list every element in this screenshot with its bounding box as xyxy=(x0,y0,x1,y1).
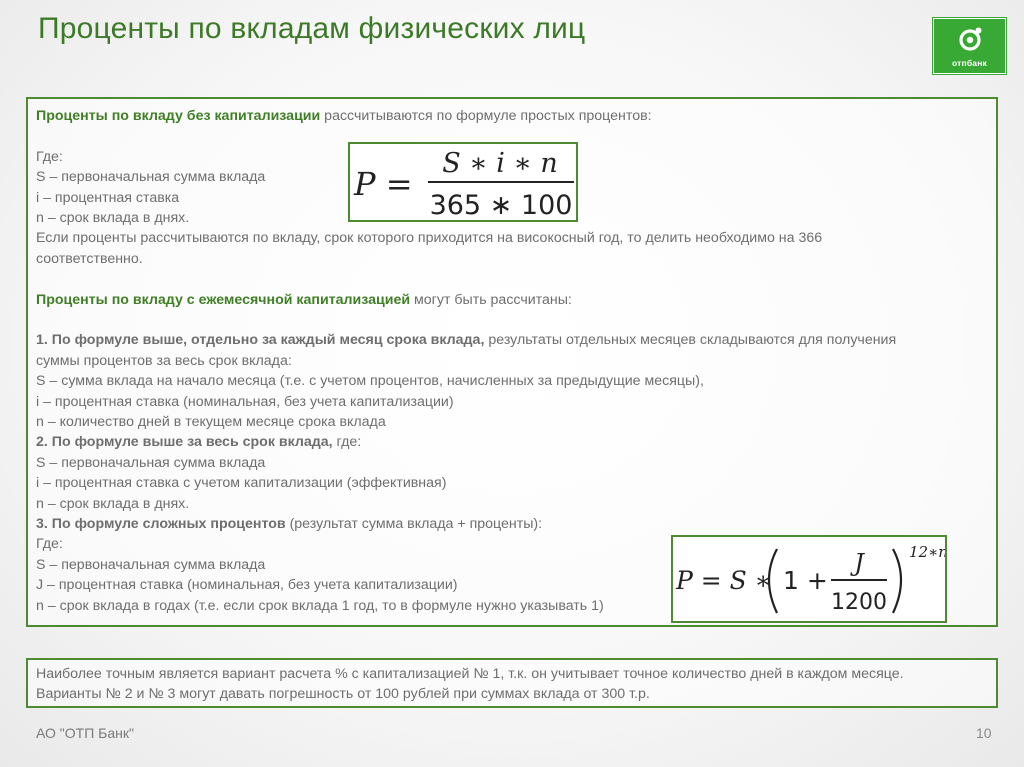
formula-numerator: S ∗ i ∗ n xyxy=(442,148,558,179)
simple-s-def: S – первоначальная сумма вклада xyxy=(36,169,266,186)
conclusion-line-2: Варианты № 2 и № 3 могут давать погрешность от 100 рублей при суммах вклада от 300 т.р. xyxy=(36,686,650,703)
method-2-line xyxy=(36,432,976,452)
monthly-heading-rest: могут быть рассчитаны: xyxy=(410,291,572,308)
simple-i-def: i – процентная ставка xyxy=(36,189,180,206)
method-2-s-def: S – первоначальная сумма вклада xyxy=(36,454,266,471)
compound-interest-formula xyxy=(671,535,947,623)
compound-formula-svg xyxy=(673,537,945,621)
monthly-heading: Проценты по вкладу с ежемесячной капитализацией xyxy=(36,291,411,308)
conclusion-box xyxy=(26,658,998,708)
otp-bank-logo xyxy=(933,18,1006,74)
simple-interest-formula xyxy=(348,142,578,222)
right-paren xyxy=(893,549,901,613)
method-3-rest: (результат сумма вклада + проценты): xyxy=(285,516,543,533)
method-1-n-def: n – количество дней в текущем месяце срока вклада xyxy=(36,414,386,431)
slide-title: Проценты по вкладам физических лиц xyxy=(38,12,586,45)
compound-exponent: 12∗n xyxy=(909,543,945,561)
simple-heading-line xyxy=(36,106,976,126)
page-number: 10 xyxy=(976,725,992,741)
simple-n-def: n – срок вклада в днях. xyxy=(36,210,190,227)
method-2-rest: где: xyxy=(332,434,362,451)
method-3-s-def: S – первоначальная сумма вклада xyxy=(36,556,266,573)
method-3-where: Где: xyxy=(36,536,63,553)
method-3-j-def: J – процентная ставка (номинальная, без учета капитализации) xyxy=(36,577,458,594)
simple-heading-rest: рассчитываются по формуле простых процентов: xyxy=(320,108,652,124)
method-1-i-def: i – процентная ставка (номинальная, без учета капитализации) xyxy=(36,393,454,410)
formula-denominator: 365 ∗ 100 xyxy=(429,190,573,220)
method-1-line xyxy=(36,330,976,350)
compound-numerator: J xyxy=(854,549,864,577)
leap-year-note: Если проценты рассчитываются по вкладу, срок которого приходится на високосный год, то делить необходимо на 366 xyxy=(36,230,823,247)
compound-one-plus: 1 + xyxy=(783,566,828,595)
method-1-rest: результаты отдельных месяцев складываются для получения xyxy=(484,332,897,349)
method-3-n-def: n – срок вклада в годах (т.е. если срок вклада 1 год, то в формуле нужно указывать 1) xyxy=(36,597,604,614)
monthly-heading-line xyxy=(36,290,976,310)
simple-formula-svg xyxy=(350,144,576,220)
compound-denominator: 1200 xyxy=(831,590,887,615)
simple-where: Где: xyxy=(36,148,63,165)
leap-year-note-cont: соответственно. xyxy=(36,250,143,267)
logo-text: отпбанк xyxy=(951,58,988,68)
footer-company: АО "ОТП Банк" xyxy=(36,725,134,741)
method-3-title: 3. По формуле сложных процентов xyxy=(36,516,286,533)
method-2-i-def: i – процентная ставка с учетом капитализации (эффективная) xyxy=(36,475,447,492)
method-2-title: 2. По формуле выше за весь срок вклада, xyxy=(36,434,333,451)
method-3-line xyxy=(36,514,976,534)
formula-lhs: P = xyxy=(354,165,413,203)
otp-logo-icon xyxy=(957,26,983,52)
method-1-title: 1. По формуле выше, отдельно за каждый месяц срока вклада, xyxy=(36,332,485,349)
simple-heading: Проценты по вкладу без капитализации xyxy=(36,108,321,124)
method-2-n-def: n – срок вклада в днях. xyxy=(36,495,190,512)
method-1-line2: суммы процентов за весь срок вклада: xyxy=(36,352,292,369)
conclusion-line-1: Наиболее точным является вариант расчета % с капитализацией № 1, т.к. он учитывает точное количество дней в каждом месяце. xyxy=(36,666,904,682)
compound-lhs: P = S ∗ xyxy=(676,566,772,595)
method-1-s-def: S – сумма вклада на начало месяца (т.е. с учетом процентов, начисленных за предыдущие месяцы), xyxy=(36,373,704,390)
